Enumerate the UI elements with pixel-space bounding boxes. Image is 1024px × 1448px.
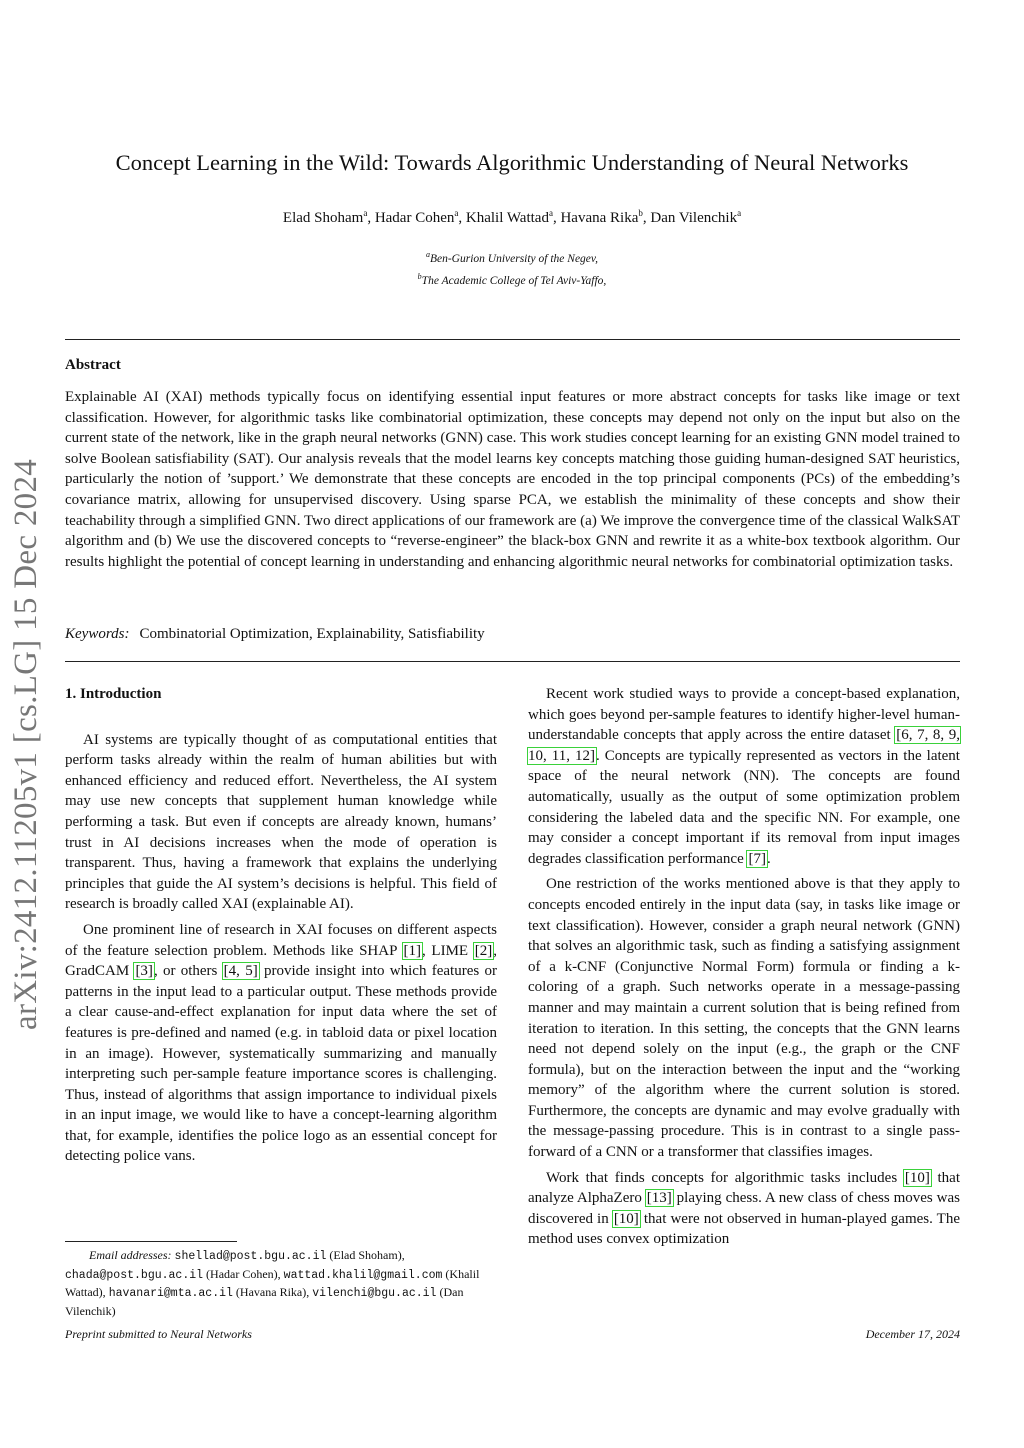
footer-preprint-note: Preprint submitted to Neural Networks [65,1327,252,1341]
email-owner: (Elad Shoham), [329,1248,405,1262]
keywords-text: Combinatorial Optimization, Explainability, Satisfiability [139,626,485,642]
affiliation [60,268,964,290]
author-affiliation-mark: a [548,208,553,218]
affiliation-text: The Academic College of Tel Aviv-Yaffo, [421,274,607,287]
citation-link[interactable]: [2] [474,942,493,959]
email-label: Email addresses: [89,1248,172,1262]
abstract-heading: Abstract [65,357,121,373]
right-column [528,684,960,1255]
author: Khalil Wattad [465,210,549,226]
email-owner: (Havana Rika), [235,1285,310,1299]
email-owner: (Dan Vilenchik) [65,1285,464,1318]
author-affiliation-mark: a [363,208,368,218]
citation-link[interactable]: [13] [646,1190,672,1207]
section-heading: 1. Introduction [65,686,162,702]
author-affiliation-mark: a [737,208,742,218]
left-column [65,684,497,1172]
author-list: Elad Shoham$^a$, Hadar Cohen$^a$, Khalil Wattad$^a$, Havana Rika$^b$, Dan Vilenchik$^a$ [282,208,742,226]
paragraph: AI systems are typically thought of as computational entities that perform tasks already within the realm of human abilities but with enhanced efficiency and reduced effort. Nevertheless, the AI system may use new concepts that supplement human knowledge while performing a task. But even if concepts are already known, humans’ trust in AI decisions increases when the mode of operation is transparent. Thus, having a framework that explains the underlying principles that guide the AI system’s decisions is helpful. This field of research is broadly called XAI (explainable AI). [65,731,497,913]
citation-link[interactable]: [10] [613,1210,639,1227]
affiliation-mark: a [425,250,430,259]
email-link[interactable]: chada@post.bgu.ac.il [65,1268,204,1282]
citation-link[interactable]: [1] [403,942,422,959]
email-owner: (Hadar Cohen), [206,1266,281,1281]
keywords [65,626,485,643]
author-affiliation-mark: b [638,208,643,218]
citation-link[interactable]: [10] [904,1169,930,1186]
abstract-text: Explainable AI (XAI) methods typically focus on identifying essential input features or more abstract concepts for tasks like image or text classification. However, for algorithmic tasks like combinatorial optimization, these concepts may depend not only on the input but also on the current state of the network, like in the graph neural networks (GNN) case. This work studies concept learning for an existing GNN model trained to solve Boolean satisfiability (SAT). Our analysis reveals that the model learns key concepts matching those guiding human-designed SAT heuristics, particularly the notion of ’support.’ We demonstrate that these concepts are encoded in the top principal components (PCs) of the embedding’s covariance matrix, allowing for unsupervised discovery. Using sparse PCA, we establish the minimality of these concepts and show their teachability through a simplified GNN. Two direct applications of our framework are (a) We improve the convergence time of the classical WalkSAT algorithm and (b) We use the discovered concepts to “reverse-engineer” the black-box GNN and rewrite it as a white-box textbook algorithm. Our results highlight the potential of concept learning in understanding and enhancing algorithmic neural networks for combinatorial optimization tasks. [65,389,960,570]
citation-link[interactable]: [4, 5] [223,963,258,980]
divider [65,661,960,662]
affiliation-text: Ben-Gurion University of the Negev, [429,252,599,265]
email-link[interactable]: vilenchi@bgu.ac.il [312,1287,437,1300]
affiliation [60,246,964,268]
email-link[interactable]: shellad@post.bgu.ac.il [174,1250,327,1263]
footer-date: December 17, 2024 [865,1327,960,1341]
paragraph: One prominent line of research in XAI focuses on different aspects of the feature selection problem. Methods like SHAP [1], LIME [2], GradCAM [3], or others [4, 5] provide insight into which features or patterns in the input lead to a particular output. These methods provide a clear cause-and-effect explanation for input data where the set of features is pre-defined and named (e.g. in tabloid data or pixel location in an image). However, systematically summarizing and manually interpreting such per-sample feature importance scores is challenging. Thus, instead of algorithms that assign importance to individual pixels in an input image, we would like to have a concept-learning algorithm that, for example, identifies the police logo as an essential concept for detecting police vans. [65,921,497,1165]
footnote-emails [65,1247,497,1320]
paragraph: Recent work studied ways to provide a concept-based explanation, which goes beyond per-sample features to identify higher-level human-understandable concepts that apply across the entire dataset [6, 7, 8, 9, 10, 11, 12]. Concepts are typically represented as vectors in the latent space of the neural network (NN). The concepts are found automatically, usually as the output of some optimization problem considering the labeled data and the specific NN. For example, one may consider a concept important if its removal from input images degrades classification performance [7]. [528,686,960,867]
email-link[interactable]: wattad.khalil@gmail.com [283,1268,443,1282]
keywords-label: Keywords: [65,626,130,642]
citation-link[interactable]: [6, 7, 8, 9, 10, 11, 12] [528,727,960,764]
arxiv-identifier: arXiv:2412.11205v1 [cs.LG] 15 Dec 2024 [8,458,44,1030]
affiliation-mark: b [417,271,422,281]
footnote-rule [65,1241,237,1242]
author: Havana Rika [560,210,639,226]
affiliations [60,246,964,290]
author: Hadar Cohen [374,210,455,226]
divider [65,339,960,340]
paragraph: Work that finds concepts for algorithmic tasks includes [10] that analyze AlphaZero [13] playing chess. A new class of chess moves was discovered in [10] that were not observed in human-played games. The method uses convex optimization [528,1169,961,1248]
author: Elad Shoham [282,210,364,226]
paper-title: Concept Learning in the Wild: Towards Algorithmic Understanding of Neural Networks [115,150,909,175]
paragraph: One restriction of the works mentioned above is that they apply to concepts encoded entirely in the input data (say, in tasks like image or text classification). However, consider a graph neural network (GNN) that solves an algorithmic task, such as finding a satisfying assignment of a k-CNF (Conjunctive Normal Form) formula or finding a k-coloring of a graph. Such networks operate in a message-passing manner and may maintain a current solution that is being refined from iteration to iteration. In this setting, the concepts that the GNN learns need not depend solely on the input (e.g., the graph or the CNF formula), but on the interaction between the input and the “working memory” of the algorithm where the current solution is stored. Furthermore, the concepts are dynamic and may evolve gradually with the message-passing procedure. This is in contrast to a single pass-forward of a CNN or a transformer that classifies images. [528,876,960,1161]
citation-link[interactable]: [3] [135,963,153,980]
email-link[interactable]: havanari@mta.ac.il [108,1287,233,1300]
author: Dan Vilenchik [650,210,738,226]
author-affiliation-mark: a [454,208,459,218]
email-owner: (Khalil Wattad), [65,1266,480,1299]
citation-link[interactable]: [7] [748,850,766,867]
